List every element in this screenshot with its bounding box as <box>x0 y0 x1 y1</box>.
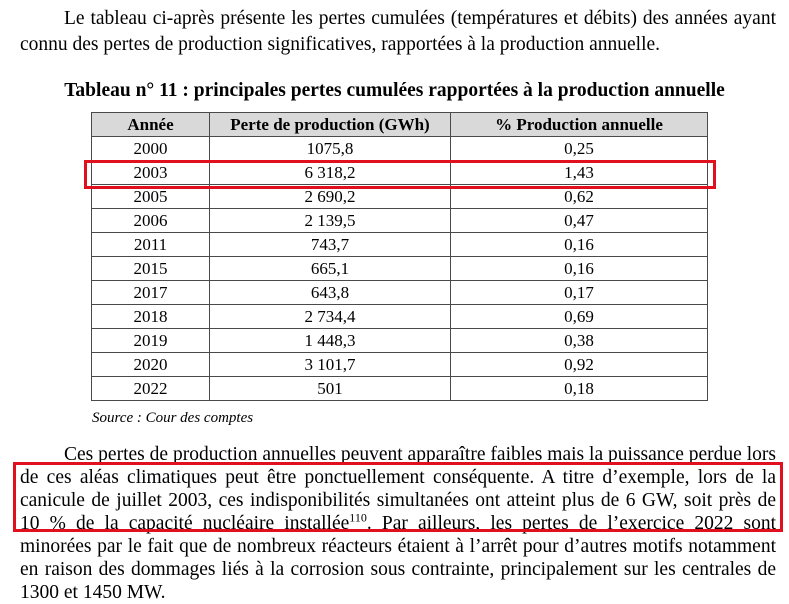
cell-year: 2003 <box>92 161 210 185</box>
table-row <box>92 281 708 305</box>
cell-percent: 1,43 <box>451 161 708 185</box>
cell-loss: 1075,8 <box>210 137 451 161</box>
cell-percent: 0,16 <box>451 233 708 257</box>
body-text-after-note: . Par ailleurs, les pertes de l’exercice 2022 sont minorées par le fait que de nombreux réacteurs étaient à l’arrêt pour d’autres motifs notamment en raison des dommages liés à la corrosion sous contrainte, principalement sur les centrales de 1300 et 1450 MW. <box>20 513 776 603</box>
cell-year: 2005 <box>92 185 210 209</box>
cell-percent: 0,18 <box>451 377 708 401</box>
cell-percent: 0,17 <box>451 281 708 305</box>
table-row <box>92 137 708 161</box>
table-row <box>92 233 708 257</box>
cell-percent: 0,62 <box>451 185 708 209</box>
table-header-row <box>92 113 708 137</box>
table-source: Source : Cour des comptes <box>92 410 254 426</box>
table-row <box>92 161 708 185</box>
cell-year: 2000 <box>92 137 210 161</box>
cell-year: 2015 <box>92 257 210 281</box>
body-text-before-note: Ces pertes de production annuelles peuvent apparaître faibles mais la puissance perdue lors de ces aléas climatiques peut être ponctuellement conséquente. A titre d’exemple, lors de la canicule de juillet 2003, ces indisponibilités simultanées ont atteint plus de 6 GW, soit près de 10 % de la capacité nucléaire installée <box>20 444 776 534</box>
cell-loss: 1 448,3 <box>210 329 451 353</box>
cell-loss: 2 139,5 <box>210 209 451 233</box>
table-row <box>92 329 708 353</box>
cell-loss: 3 101,7 <box>210 353 451 377</box>
header-percent: % Production annuelle <box>451 113 708 137</box>
table-title: Tableau n° 11 : principales pertes cumulées rapportées à la production annuelle <box>64 80 725 101</box>
cell-loss: 643,8 <box>210 281 451 305</box>
cell-year: 2019 <box>92 329 210 353</box>
header-year: Année <box>92 113 210 137</box>
cell-year: 2006 <box>92 209 210 233</box>
cell-loss: 501 <box>210 377 451 401</box>
cell-loss: 6 318,2 <box>210 161 451 185</box>
cell-percent: 0,69 <box>451 305 708 329</box>
header-loss: Perte de production (GWh) <box>210 113 451 137</box>
footnote-marker: 110 <box>349 510 367 525</box>
cell-loss: 743,7 <box>210 233 451 257</box>
cell-percent: 0,47 <box>451 209 708 233</box>
production-loss-table <box>91 112 708 401</box>
table-row <box>92 185 708 209</box>
table-row <box>92 305 708 329</box>
cell-year: 2017 <box>92 281 210 305</box>
cell-year: 2022 <box>92 377 210 401</box>
cell-year: 2011 <box>92 233 210 257</box>
cell-percent: 0,38 <box>451 329 708 353</box>
table-row <box>92 353 708 377</box>
cell-percent: 0,92 <box>451 353 708 377</box>
body-paragraph <box>20 443 776 604</box>
table-row <box>92 257 708 281</box>
cell-loss: 2 734,4 <box>210 305 451 329</box>
cell-percent: 0,16 <box>451 257 708 281</box>
cell-year: 2018 <box>92 305 210 329</box>
table-row <box>92 209 708 233</box>
intro-paragraph: Le tableau ci-après présente les pertes cumulées (températures et débits) des années ayant connu des pertes de production significatives, rapportées à la production annuelle. <box>20 8 776 55</box>
cell-percent: 0,25 <box>451 137 708 161</box>
table-row <box>92 377 708 401</box>
cell-loss: 2 690,2 <box>210 185 451 209</box>
cell-loss: 665,1 <box>210 257 451 281</box>
cell-year: 2020 <box>92 353 210 377</box>
